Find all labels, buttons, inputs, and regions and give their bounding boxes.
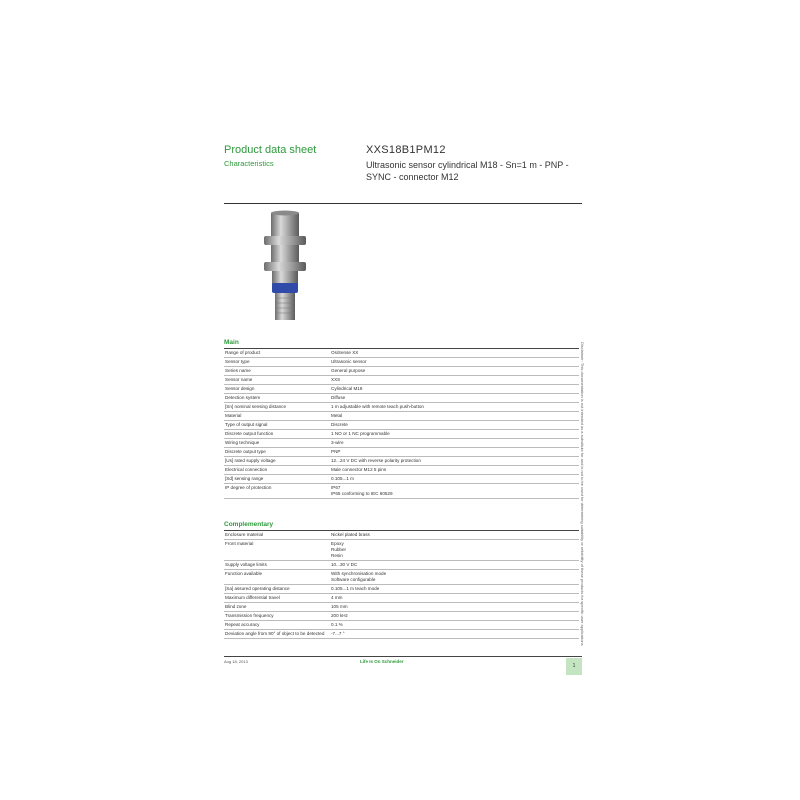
row-value-line: Resin (331, 553, 343, 558)
table-row (224, 412, 579, 421)
header-right (366, 144, 586, 183)
row-value (331, 403, 579, 411)
row-value-line: 10...30 V DC (331, 562, 358, 567)
main-table (224, 349, 579, 499)
row-label: Type of output signal (225, 422, 268, 427)
row-value-line: IP65 conforming to IEC 60529 (331, 491, 393, 496)
disclaimer-text: Disclaimer: This documentation is not intended as a substitute for and is not to be used for determining suitability or reliability of these products for specific user applications (580, 342, 585, 646)
row-value (331, 385, 579, 393)
product-photo (262, 210, 308, 322)
table-row (224, 385, 579, 394)
table-row (224, 349, 579, 358)
row-label: Discrete output function (225, 431, 274, 436)
table-row (224, 457, 579, 466)
table-row (224, 585, 579, 594)
main-section-title: Main (224, 339, 239, 346)
table-row (224, 403, 579, 412)
row-value-line: Ultrasonic sensor (331, 359, 367, 364)
row-value-line: Discrete (331, 422, 348, 427)
row-value-line: 0.105...1 m (331, 476, 354, 481)
footer-date: Aug 18, 2013 (224, 659, 248, 664)
row-label: Maximum differential travel (225, 595, 280, 600)
row-value-line: Nickel plated brass (331, 532, 370, 537)
page-number: 1 (566, 658, 582, 675)
table-row (224, 421, 579, 430)
row-value (331, 531, 579, 539)
table-row (224, 466, 579, 475)
row-label: Sensor name (225, 377, 253, 382)
row-label: Deviation angle from 90° of object to be detected (225, 631, 325, 636)
doc-type-title: Product data sheet (224, 144, 317, 156)
header-divider (224, 203, 582, 204)
header-left (224, 144, 364, 168)
row-value-line: 1 NO or 1 NC programmable (331, 431, 390, 436)
table-row (224, 570, 579, 585)
complementary-table (224, 531, 579, 639)
row-label: [Us] rated supply voltage (225, 458, 276, 463)
table-row (224, 484, 579, 499)
table-row (224, 612, 579, 621)
row-label: Detection system (225, 395, 261, 400)
row-value (331, 466, 579, 474)
row-label: Blind zone (225, 604, 247, 609)
row-value-line: PNP (331, 449, 341, 454)
footer-divider (224, 656, 582, 657)
table-row (224, 376, 579, 385)
row-value (331, 603, 579, 611)
row-value-line: With synchronisation mode (331, 571, 387, 576)
row-value-line: Software configurable (331, 577, 376, 582)
table-row (224, 531, 579, 540)
table-row (224, 358, 579, 367)
table-row (224, 430, 579, 439)
row-value-line: 0.105...1 m teach mode (331, 586, 380, 591)
row-label: Transmission frequency (225, 613, 274, 618)
row-value (331, 594, 579, 602)
product-description: Ultrasonic sensor cylindrical M18 - Sn=1 m - PNP - SYNC - connector M12 (366, 160, 569, 182)
row-value-line: 105 mm (331, 604, 348, 609)
table-row (224, 394, 579, 403)
table-row (224, 561, 579, 570)
row-label: Repeat accuracy (225, 622, 260, 627)
row-value (331, 630, 579, 638)
row-label: Front material (225, 541, 254, 546)
row-value (331, 358, 579, 366)
row-value-line: IP67 (331, 485, 341, 490)
row-value-line: 3-wire (331, 440, 344, 445)
row-value-line: -7...7 ° (331, 631, 345, 636)
row-value (331, 621, 579, 629)
table-row (224, 621, 579, 630)
row-value (331, 394, 579, 402)
row-label: Sensor type (225, 359, 250, 364)
section-subtitle: Characteristics (224, 159, 274, 168)
row-value (331, 412, 579, 420)
complementary-section (224, 521, 579, 639)
table-row (224, 594, 579, 603)
row-value-line: 0.1 % (331, 622, 343, 627)
row-label: Supply voltage limits (225, 562, 267, 567)
row-value-line: Metal (331, 413, 343, 418)
row-value (331, 376, 579, 384)
row-value-line: 12...24 V DC with reverse polarity protection (331, 458, 421, 463)
row-value (331, 457, 579, 465)
row-value-line: Diffuse (331, 395, 346, 400)
table-row (224, 603, 579, 612)
disclaimer-side-text (580, 342, 586, 658)
row-label: Material (225, 413, 242, 418)
row-label: [Sn] nominal sensing distance (225, 404, 287, 409)
row-value-line: Epoxy (331, 541, 344, 546)
row-value-line: General purpose (331, 368, 366, 373)
row-value-line: Cylindrical M18 (331, 386, 363, 391)
row-value (331, 561, 579, 569)
row-value (331, 448, 579, 456)
row-label: Series name (225, 368, 251, 373)
brand-logo: Life Is On Schneider (360, 659, 404, 664)
row-label: [Sa] assured operating distance (225, 586, 290, 591)
row-value (331, 430, 579, 438)
row-value-line: OsiSense XX (331, 350, 359, 355)
row-value (331, 475, 579, 483)
row-value-line: 4 mm (331, 595, 343, 600)
row-label: Discrete output type (225, 449, 266, 454)
table-row (224, 540, 579, 561)
table-row (224, 448, 579, 457)
row-value (331, 439, 579, 447)
row-value-line: 200 kHz (331, 613, 348, 618)
row-value (331, 570, 579, 584)
table-row (224, 475, 579, 484)
row-value-line: 1 m adjustable with remote teach push-button (331, 404, 424, 409)
row-label: IP degree of protection (225, 485, 272, 490)
row-value-line: Male connector M12 5 pins (331, 467, 387, 472)
row-label: Function available (225, 571, 263, 576)
row-value (331, 349, 579, 357)
row-value (331, 612, 579, 620)
row-label: Electrical connection (225, 467, 268, 472)
table-row (224, 630, 579, 639)
page-footer (224, 656, 582, 669)
table-row (224, 439, 579, 448)
row-label: Enclosure material (225, 532, 264, 537)
row-label: [Sd] sensing range (225, 476, 264, 481)
row-value (331, 421, 579, 429)
row-value (331, 367, 579, 375)
row-label: Range of product (225, 350, 261, 355)
table-row (224, 367, 579, 376)
row-value-line: XXS (331, 377, 341, 382)
row-value (331, 484, 579, 498)
row-value (331, 585, 579, 593)
product-reference: XXS18B1PM12 (366, 144, 446, 156)
main-section (224, 339, 579, 499)
row-value-line: Rubber (331, 547, 347, 552)
row-label: Sensor design (225, 386, 255, 391)
complementary-section-title: Complementary (224, 521, 274, 528)
row-label: Wiring technique (225, 440, 260, 445)
row-value (331, 540, 579, 560)
